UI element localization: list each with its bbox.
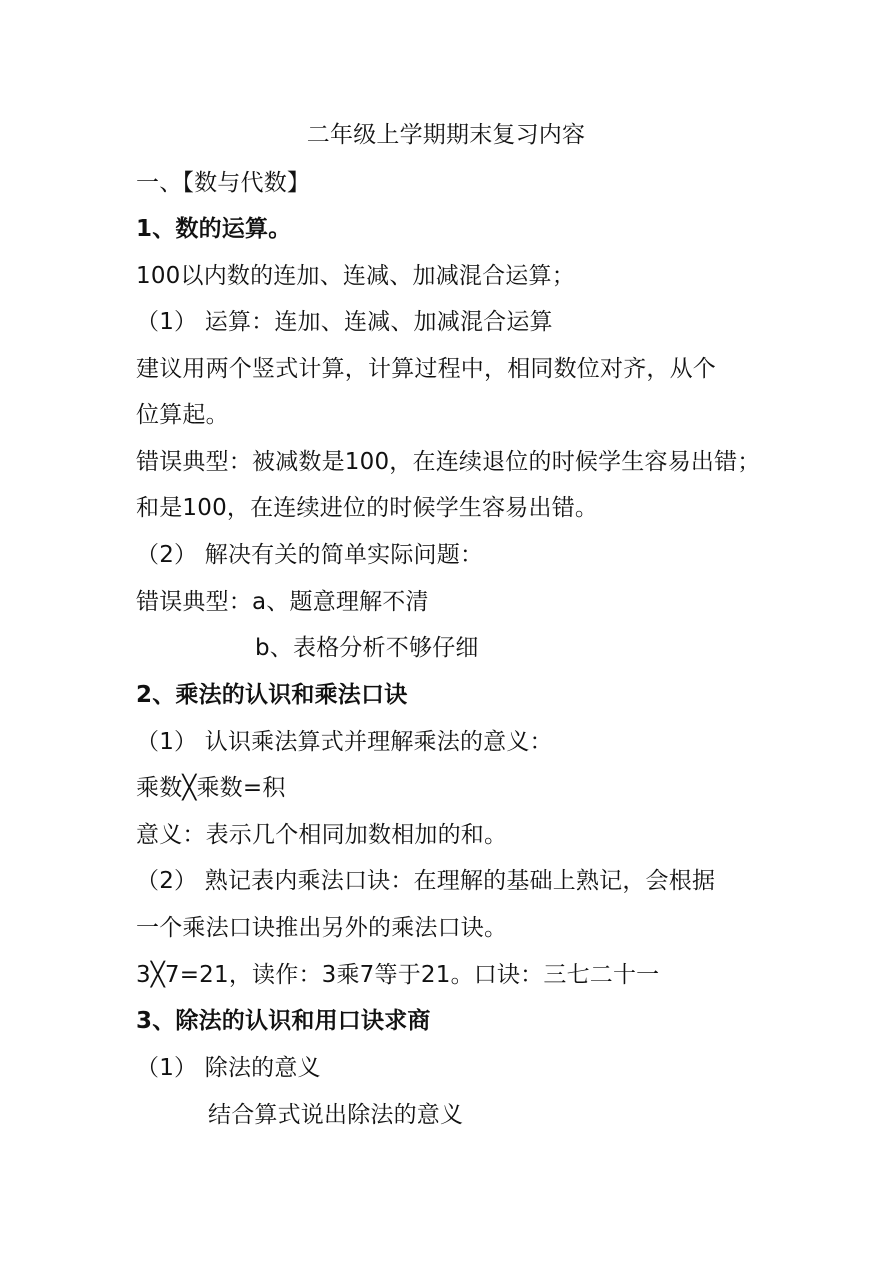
list-item-operations: （1） 运算：连加、连减、加减混合运算 — [136, 309, 553, 335]
paragraph-line: 结合算式说出除法的意义 — [208, 1102, 464, 1128]
list-item-multiplication-table: （2） 熟记表内乘法口诀：在理解的基础上熟记，会根据 — [136, 868, 716, 894]
paragraph-line: 位算起。 — [136, 402, 229, 428]
paragraph-line: b、表格分析不够仔细 — [255, 635, 479, 661]
paragraph-line: 建议用两个竖式计算，计算过程中，相同数位对齐，从个 — [136, 356, 716, 382]
paragraph-line: 错误典型：被减数是100，在连续退位的时候学生容易出错； — [136, 449, 761, 475]
paragraph-line: 100以内数的连加、连减、加减混合运算； — [136, 263, 575, 289]
paragraph-line: 一个乘法口诀推出另外的乘法口诀。 — [136, 915, 508, 941]
list-item-multiplication-meaning: （1） 认识乘法算式并理解乘法的意义： — [136, 729, 553, 755]
formula-line: 乘数╳乘数=积 — [136, 775, 286, 801]
paragraph-line: 和是100，在连续进位的时候学生容易出错。 — [136, 495, 599, 521]
paragraph-line: 意义：表示几个相同加数相加的和。 — [136, 822, 508, 848]
document-title: 二年级上学期期末复习内容 — [306, 122, 586, 148]
example-line: 3╳7=21，读作：3乘7等于21。口诀：三七二十一 — [136, 962, 660, 988]
paragraph-line: 错误典型：a、题意理解不清 — [136, 589, 429, 615]
list-item-division-meaning: （1） 除法的意义 — [136, 1055, 321, 1081]
subsection-heading-multiplication: 2、乘法的认识和乘法口诀 — [136, 682, 408, 708]
subsection-heading-number-operations: 1、数的运算。 — [136, 216, 292, 242]
subsection-heading-division: 3、除法的认识和用口诀求商 — [136, 1008, 431, 1034]
list-item-word-problems: （2） 解决有关的简单实际问题： — [136, 542, 484, 568]
section-heading-number-algebra: 一、【数与代数】 — [136, 170, 311, 196]
